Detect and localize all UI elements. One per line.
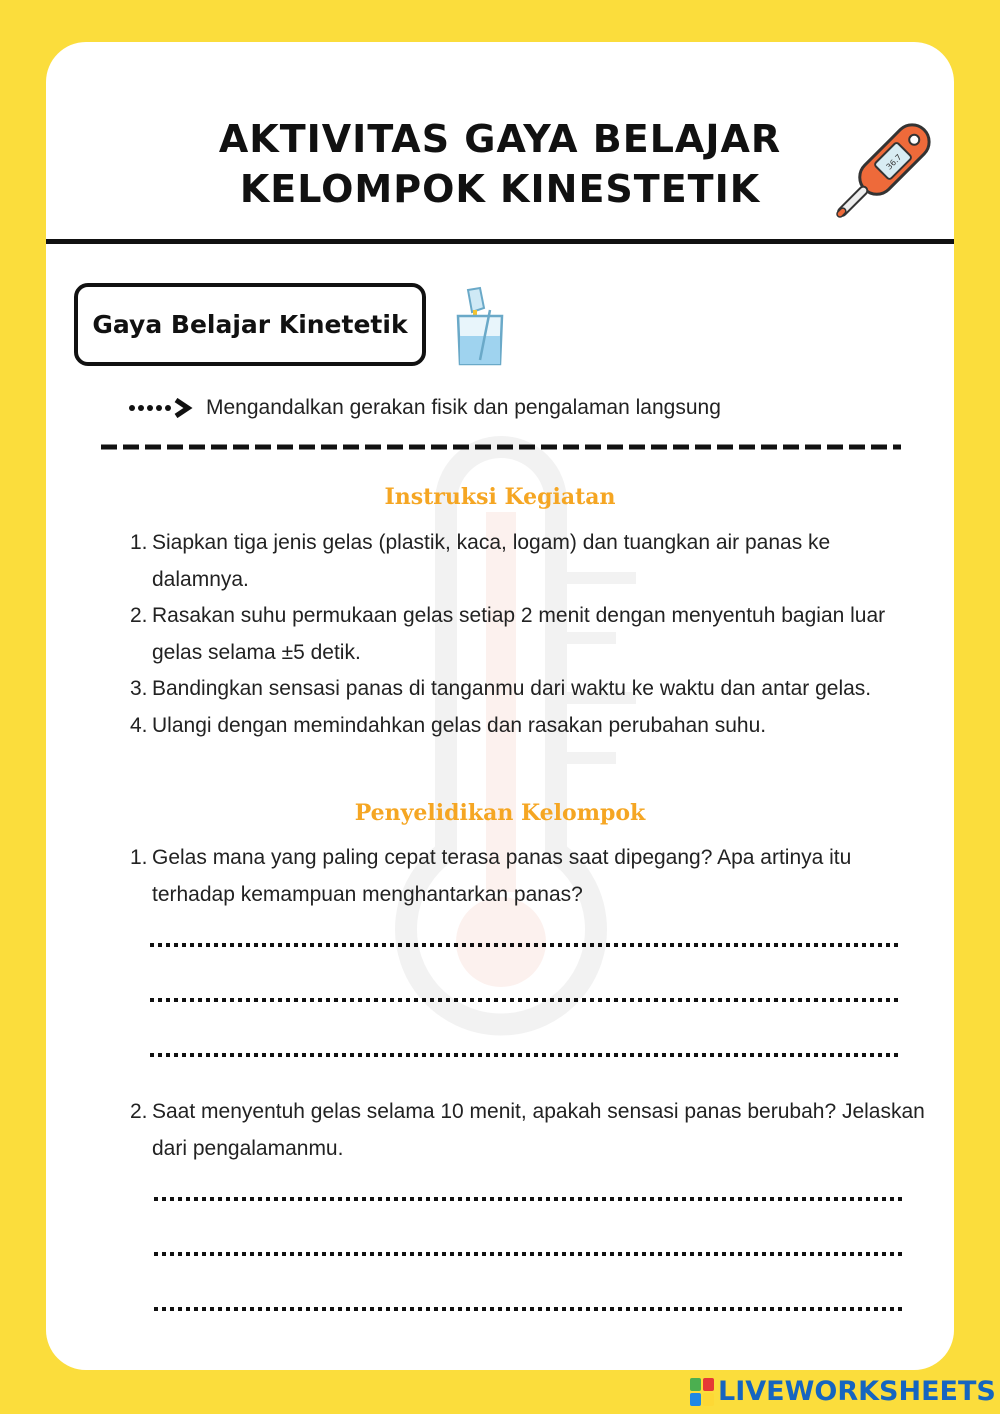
section-title-box: Gaya Belajar Kinetetik [74,283,426,366]
list-item [130,1094,930,1167]
page-title [46,114,954,214]
item-number: 2. [130,604,148,627]
item-text: Rasakan suhu permukaan gelas setiap 2 menit dengan menyentuh bagian luar gelas selama ±5 detik. [152,604,886,664]
title-line-2: KELOMPOK KINESTETIK [239,167,761,211]
item-number: 4. [130,713,148,737]
liveworksheets-logo-icon [690,1378,714,1406]
liveworksheets-logo [690,1376,996,1407]
answer-line[interactable] [150,942,902,948]
digital-thermometer-icon [826,118,936,228]
item-text: Bandingkan sensasi panas di tanganmu dari waktu ke waktu dan antar gelas. [152,677,872,700]
item-text: Saat menyentuh gelas selama 10 menit, apakah sensasi panas berubah? Jelaskan dari pengalamanmu. [152,1100,925,1160]
answer-line[interactable] [154,1251,906,1257]
item-number: 3. [130,677,148,700]
item-number: 1. [130,846,148,869]
worksheet-card [46,42,954,1370]
instructions-heading: Instruksi Kegiatan [384,484,616,510]
investigation-heading: Penyelidikan Kelompok [354,800,646,826]
question-1 [130,840,930,913]
instructions-list [130,525,930,744]
list-item [130,708,930,745]
header-divider [46,239,954,244]
thermometer-reading: 36.7 [884,152,904,172]
description-text: Mengandalkan gerakan fisik dan pengalaman langsung [206,396,721,419]
dashed-divider [101,444,901,450]
liveworksheets-brand: LIVEWORKSHEETS [718,1376,996,1407]
item-text: Ulangi dengan memindahkan gelas dan rasakan perubahan suhu. [152,713,767,737]
item-text: Siapkan tiga jenis gelas (plastik, kaca, logam) dan tuangkan air panas ke dalamnya. [152,531,831,591]
item-number: 2. [130,1100,148,1123]
answer-line[interactable] [150,1052,902,1058]
answer-line[interactable] [154,1306,906,1312]
list-item [130,840,930,913]
answer-line[interactable] [154,1196,906,1202]
list-item [130,671,930,708]
question-2 [130,1094,930,1167]
description-row [128,396,721,420]
beaker-pouring-icon [450,286,510,368]
item-number: 1. [130,531,148,554]
title-line-1: AKTIVITAS GAYA BELAJAR [218,117,782,161]
list-item [130,525,930,598]
list-item [130,598,930,671]
item-text: Gelas mana yang paling cepat terasa panas saat dipegang? Apa artinya itu terhadap kemampuan menghantarkan panas? [152,846,852,906]
answer-line[interactable] [150,997,902,1003]
dotted-arrow-icon [128,398,194,418]
